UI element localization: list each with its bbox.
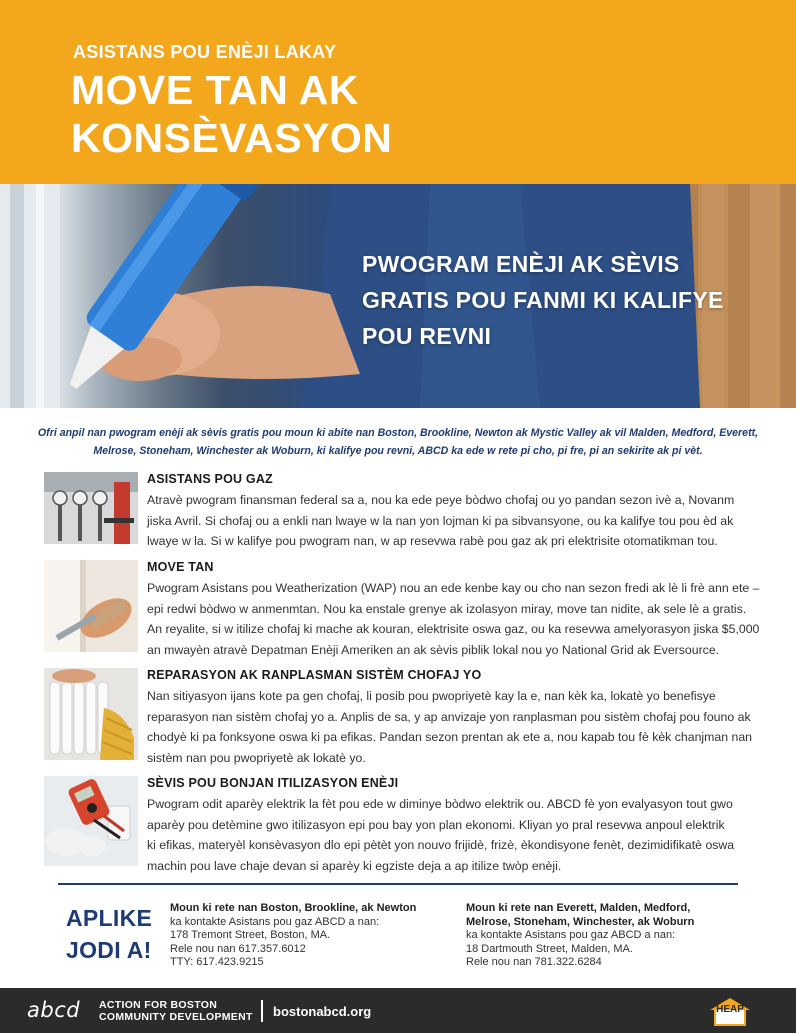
org-name-line1: ACTION FOR BOSTON bbox=[99, 999, 218, 1011]
page-title-line2: KONSÈVASYON bbox=[71, 115, 393, 161]
body-line: Pwogram odit aparèy elektrik la fèt pou ede w diminye bòdwo elektrik ou. ABCD fè yon evalyasyon tout gwo bbox=[147, 797, 733, 811]
contact-tty: TTY: 617.423.9215 bbox=[170, 956, 264, 968]
contact-heading: Moun ki rete nan Boston, Brookline, ak Newton bbox=[170, 902, 417, 914]
page-title-line1: MOVE TAN AK bbox=[71, 67, 359, 113]
gas-meters-photo bbox=[44, 472, 138, 544]
footer-separator bbox=[261, 1000, 263, 1022]
body-line: chodyè ki pa fonksyone oswa ki pa efikas. Pandan sezon prentan ak ete a, nou kapab tou fè kèk chanjman nan bbox=[147, 730, 752, 745]
multimeter-photo bbox=[44, 776, 138, 866]
page-title bbox=[71, 66, 392, 162]
section-title: MOVE TAN bbox=[147, 560, 214, 574]
section-body bbox=[147, 578, 759, 661]
contact-line: ka kontakte Asistans pou gaz ABCD a nan: bbox=[466, 929, 676, 941]
apply-line1: APLIKE bbox=[66, 905, 153, 931]
section-body bbox=[147, 686, 759, 769]
body-line: sistèm nan pou pwopriyetè ak lokatè yo. bbox=[147, 751, 366, 766]
contact-heading: Melrose, Stoneham, Winchester, ak Woburn bbox=[466, 915, 695, 928]
heap-logo bbox=[708, 996, 752, 1028]
section-body bbox=[147, 794, 759, 877]
website-link[interactable]: bostonabcd.org bbox=[273, 1004, 372, 1019]
divider bbox=[58, 883, 738, 885]
org-name bbox=[99, 999, 253, 1023]
header-banner bbox=[0, 0, 796, 184]
hero-headline-line2: GRATIS POU FANMI KI KALIFYE bbox=[362, 287, 724, 313]
body-line: An reyalite, si w itilize chofaj ki mache ak kouran, elektrisite oswa gaz, ou ka resevwa amelyorasyon jiska $5,000 bbox=[147, 622, 760, 637]
body-line: lwaye w la. Si w kalifye pou pwogram nan, w ap resevwa rabè pou gaz ak pri elektrisite otomatikman tou. bbox=[147, 534, 718, 549]
contact-boston bbox=[170, 902, 460, 970]
body-line: ki efikas, materyèl konsèvasyon dlo epi pètèt yon nouvo frijidè, frizè, èkondisyone fenèt, dezimidifikatè oswa bbox=[147, 838, 735, 853]
section-title: REPARASYON AK RANPLASMAN SISTÈM CHOFAJ YO bbox=[147, 668, 482, 682]
body-line: Nan sitiyasyon ijans kote pa gen chofaj, li posib pou pwopriyetè kay la e, nan kèk ka, lokatè yo benefisye bbox=[147, 689, 716, 703]
footer bbox=[0, 988, 796, 1033]
intro-line1: Ofri anpil nan pwogram enèji ak sèvis gratis pou moun ki abite nan Boston, Brookline, Newton ak Mystic Valley ak vil Malden, Medford, Everett, bbox=[37, 427, 759, 439]
radiator-photo bbox=[44, 668, 138, 760]
body-line: reparasyon nan sistèm chofaj yo a. Anplis de sa, y ap anvizaje yon ranplasman pou sistèm chofaj pou founo ak bbox=[147, 709, 751, 724]
hero-headline-line1: PWOGRAM ENÈJI AK SÈVIS bbox=[362, 251, 680, 277]
contact-address: 178 Tremont Street, Boston, MA. bbox=[170, 929, 331, 941]
contact-address: 18 Dartmouth Street, Malden, MA. bbox=[466, 942, 633, 955]
hero-image bbox=[0, 184, 796, 408]
contact-phone: Rele nou nan 781.322.6284 bbox=[466, 956, 602, 968]
intro-line2: Melrose, Stoneham, Winchester ak Woburn, ki kalifye pou revni, ABCD ka ede w rete pi cho, pi fre, pi an sekirite ak pi vèt. bbox=[93, 445, 703, 457]
intro-text bbox=[30, 424, 766, 460]
body-line: machin pou lave chaje devan si aparèy ki egziste deja a ap itilize twòp enèji. bbox=[147, 859, 562, 874]
apply-callout bbox=[66, 902, 152, 966]
weatherization-photo bbox=[44, 560, 138, 652]
section-body bbox=[147, 490, 759, 552]
contact-phone: Rele nou nan 617.357.6012 bbox=[170, 942, 306, 955]
contact-malden bbox=[466, 902, 756, 970]
hero-headline-line3: POU REVNI bbox=[362, 323, 492, 349]
header-kicker: ASISTANS POU ENÈJI LAKAY bbox=[73, 42, 337, 62]
body-line: Atravè pwogram finansman federal sa a, nou ka ede peye bòdwo chofaj ou yo pandan sezon ivè a, Novanm bbox=[147, 493, 735, 507]
body-line: epi redwi bòdwo w anmenmtan. Nou ka enstale grenye ak izolasyon miray, move tan nidite, ak sele lè a gratis. bbox=[147, 601, 747, 616]
apply-line2: JODI A! bbox=[66, 937, 152, 963]
contact-line: ka kontakte Asistans pou gaz ABCD a nan: bbox=[170, 915, 380, 928]
section-title: SÈVIS POU BONJAN ITILIZASYON ENÈJI bbox=[147, 776, 399, 790]
body-line: aparèy pou detèmine gwo itilizasyon epi pou bay yon plan ekonomi. Kliyan yo pral resevwa anpoul elektrik bbox=[147, 817, 725, 832]
org-name-line2: COMMUNITY DEVELOPMENT bbox=[99, 1011, 253, 1023]
abcd-logo: abcd bbox=[27, 998, 81, 1022]
section-title: ASISTANS POU GAZ bbox=[147, 472, 273, 486]
contact-heading: Moun ki rete nan Everett, Malden, Medford, bbox=[466, 902, 691, 914]
heap-logo-text: HEAP bbox=[716, 1004, 744, 1015]
body-line: an mwayèn atravè Depatman Enèji Ameriken an ak sèvis piblik lokal nou yo National Grid ak Eversource. bbox=[147, 643, 720, 658]
body-line: jiska Avril. Si chofaj ou a enkli nan lwaye w la nan yon lojman ki pa sibvansyone, ou ka kalifye tou pou èd ak bbox=[147, 513, 734, 528]
body-line: Pwogram Asistans pou Weatherization (WAP) nou an ede kenbe kay ou cho nan sezon fredi ak lè li frè ann ete – bbox=[147, 581, 760, 595]
hero-headline bbox=[362, 246, 782, 354]
